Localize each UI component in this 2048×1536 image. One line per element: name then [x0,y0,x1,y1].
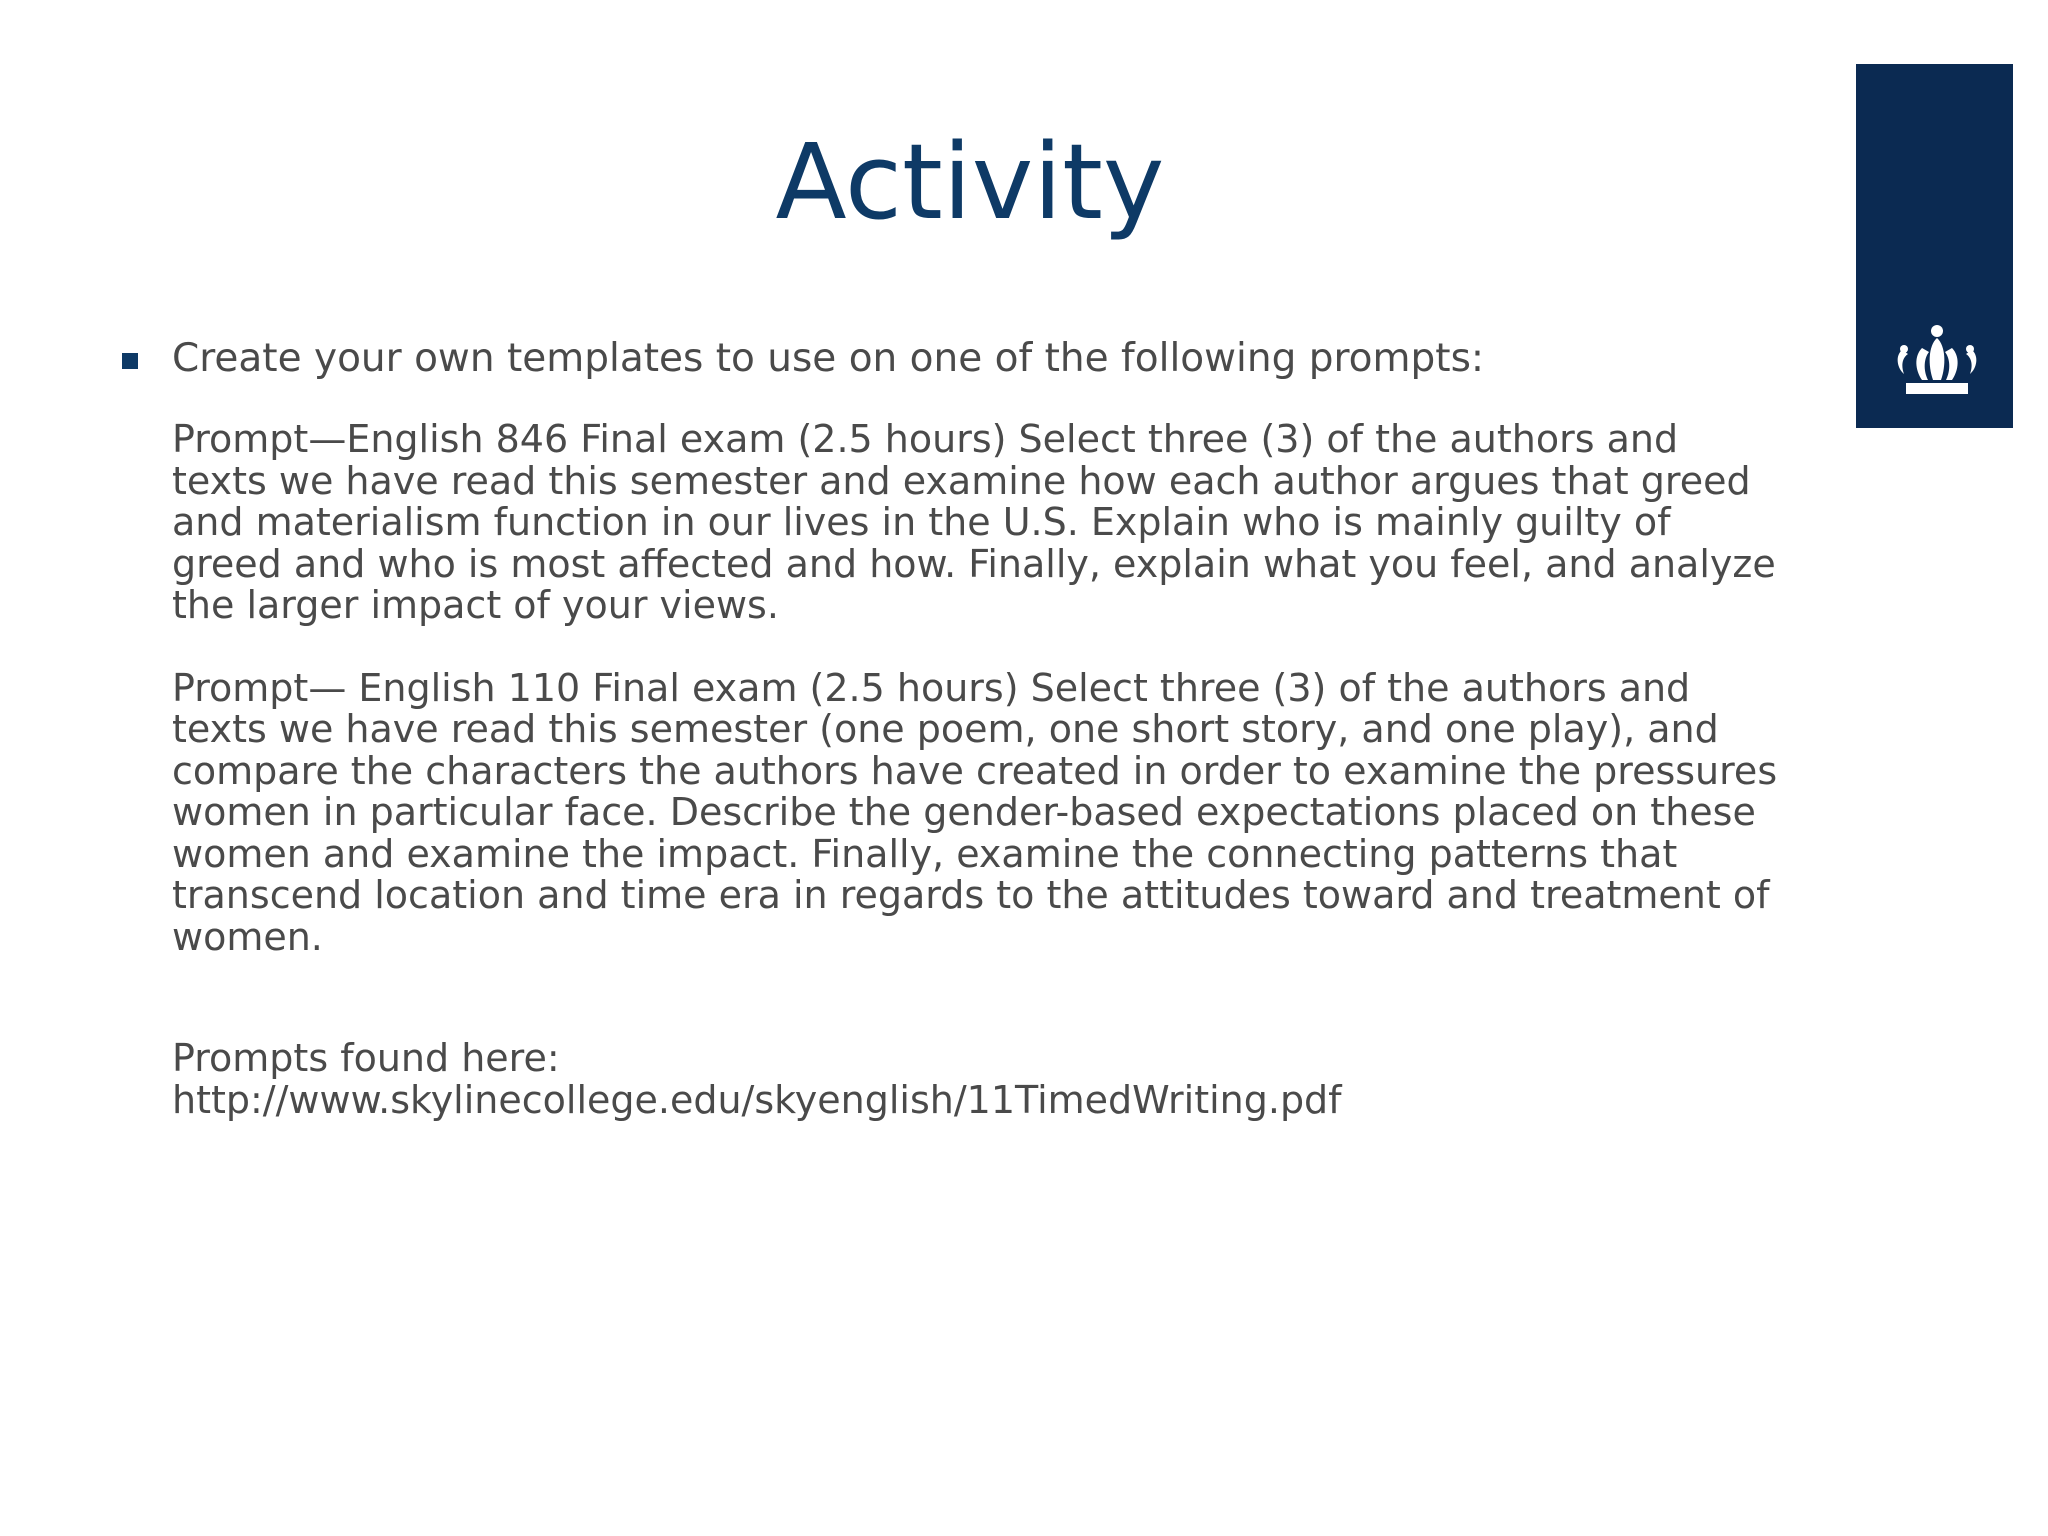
prompt-english-110: Prompt— English 110 Final exam (2.5 hours) Select three (3) of the authors and texts we have read this semester (one poem, one short story, and one play), and compare the characters the authors have created in order to examine the pressures women in particular face. Describe the gender-based expectations placed on these women and examine the impact. Finally, examine the connecting patterns that transcend location and time era in regards to the attitudes toward and treatment of women. [172,665,1778,959]
source-label: Prompts found here: [172,1036,560,1080]
prompt-english-846: Prompt—English 846 Final exam (2.5 hours) Select three (3) of the authors and texts we have read this semester and examine how each author argues that greed and materialism function in our lives in the U.S. Explain who is mainly guilty of greed and who is most affected and how. Finally, explain what you feel, and analyze the larger impact of your views. [172,417,1776,627]
source-url: http://www.skylinecollege.edu/skyenglish/11TimedWriting.pdf [172,1077,1342,1122]
bullet-text: Create your own templates to use on one of the following prompts: [172,336,1485,381]
slide-title: Activity [775,121,1165,243]
bullet-marker [122,353,138,369]
bullet-item [120,335,1780,383]
source-block [120,1038,1780,1121]
logo-panel [1856,64,2013,428]
crown-icon [1892,322,1982,398]
slide-content [120,335,1780,1121]
